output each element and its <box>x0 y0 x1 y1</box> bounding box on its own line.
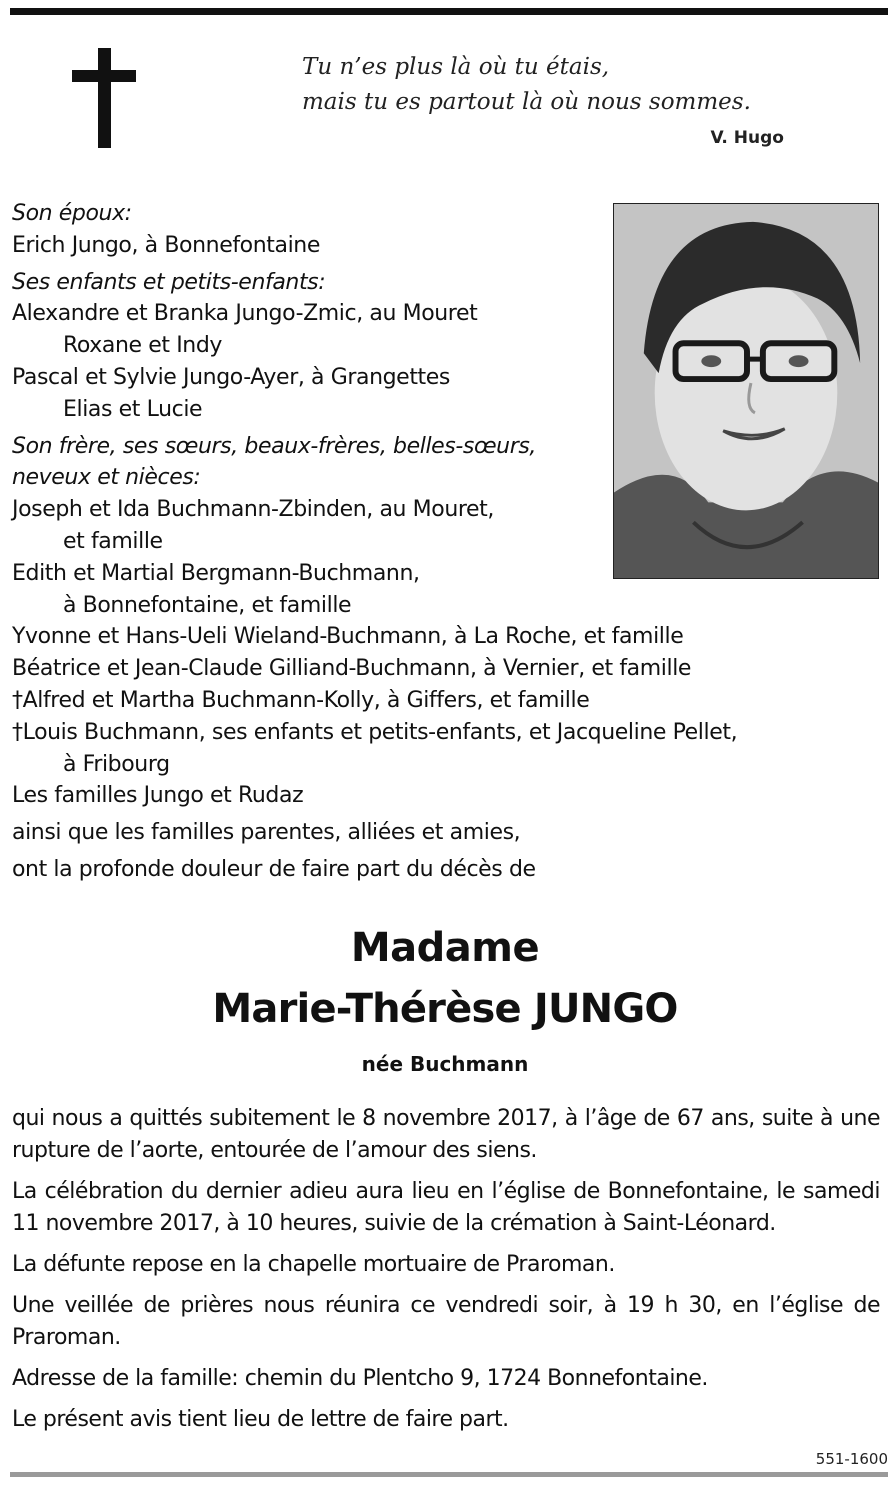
deceased-title: Madame <box>350 925 540 971</box>
announcement-body <box>12 1103 880 1445</box>
family-line: Son époux: <box>12 201 132 226</box>
cross-icon <box>72 48 136 148</box>
paragraph-address: Adresse de la famille: chemin du Plentcho 9, 1724 Bonnefontaine. <box>12 1366 708 1391</box>
paragraph-ceremony: La célébration du dernier adieu aura lieu en l’église de Bonnefontaine, le samedi 11 novembre 2017, à 10 heures, suivie de la crémation à Saint-Léonard. <box>12 1179 880 1236</box>
family-line: Joseph et Ida Buchmann-Zbinden, au Mouret, <box>12 497 494 523</box>
family-line: Yvonne et Hans-Ueli Wieland-Buchmann, à La Roche, et famille <box>12 624 684 650</box>
reference-code: 551-1600 <box>815 1450 888 1468</box>
deceased-maiden-name: née Buchmann <box>361 1052 529 1076</box>
family-line: à Bonnefontaine, et famille <box>63 592 352 618</box>
epigraph-line-2: mais tu es partout là où nous sommes. <box>302 89 751 115</box>
paragraph-notice: Le présent avis tient lieu de lettre de faire part. <box>12 1407 509 1432</box>
family-line: Edith et Martial Bergmann-Buchmann, <box>12 560 420 586</box>
paragraph-death: qui nous a quittés subitement le 8 novembre 2017, à l’âge de 67 ans, suite à une rupture de l’aorte, entourée de l’amour des siens. <box>12 1106 880 1163</box>
family-line: †Louis Buchmann, ses enfants et petits-enfants, et Jacqueline Pellet, <box>12 719 738 745</box>
deceased-name: Marie-Thérèse JUNGO <box>212 986 678 1032</box>
epigraph-author: V. Hugo <box>710 128 784 148</box>
bottom-rule <box>10 1472 888 1477</box>
family-list <box>12 198 812 886</box>
family-line: ont la profonde douleur de faire part du décès de <box>12 856 536 882</box>
top-rule <box>10 8 888 15</box>
family-line: neveux et nièces: <box>12 465 201 491</box>
family-line: Alexandre et Branka Jungo-Zmic, au Mouret <box>12 301 478 327</box>
family-line: Elias et Lucie <box>63 396 203 422</box>
family-line: ainsi que les familles parentes, alliées et amies, <box>12 820 521 846</box>
epigraph <box>302 50 782 120</box>
epigraph-line-1: Tu n’es plus là où tu étais, <box>302 54 610 80</box>
family-line: Erich Jungo, à Bonnefontaine <box>12 232 320 258</box>
paragraph-vigil: Une veillée de prières nous réunira ce vendredi soir, à 19 h 30, en l’église de Praroman. <box>12 1293 880 1350</box>
family-line: à Fribourg <box>63 751 170 777</box>
deceased-block <box>0 922 890 1078</box>
family-line: Pascal et Sylvie Jungo-Ayer, à Grangettes <box>12 364 450 390</box>
family-line: et famille <box>63 528 163 554</box>
paragraph-chapel: La défunte repose en la chapelle mortuaire de Praroman. <box>12 1252 615 1277</box>
family-line: Roxane et Indy <box>63 333 223 359</box>
family-line: Son frère, ses sœurs, beaux-frères, belles-sœurs, <box>12 433 537 459</box>
family-line: Ses enfants et petits-enfants: <box>12 269 326 295</box>
family-line: Les familles Jungo et Rudaz <box>12 783 304 809</box>
family-line: Béatrice et Jean-Claude Gilliand-Buchmann, à Vernier, et famille <box>12 656 692 682</box>
family-line: †Alfred et Martha Buchmann-Kolly, à Giffers, et famille <box>12 687 590 713</box>
